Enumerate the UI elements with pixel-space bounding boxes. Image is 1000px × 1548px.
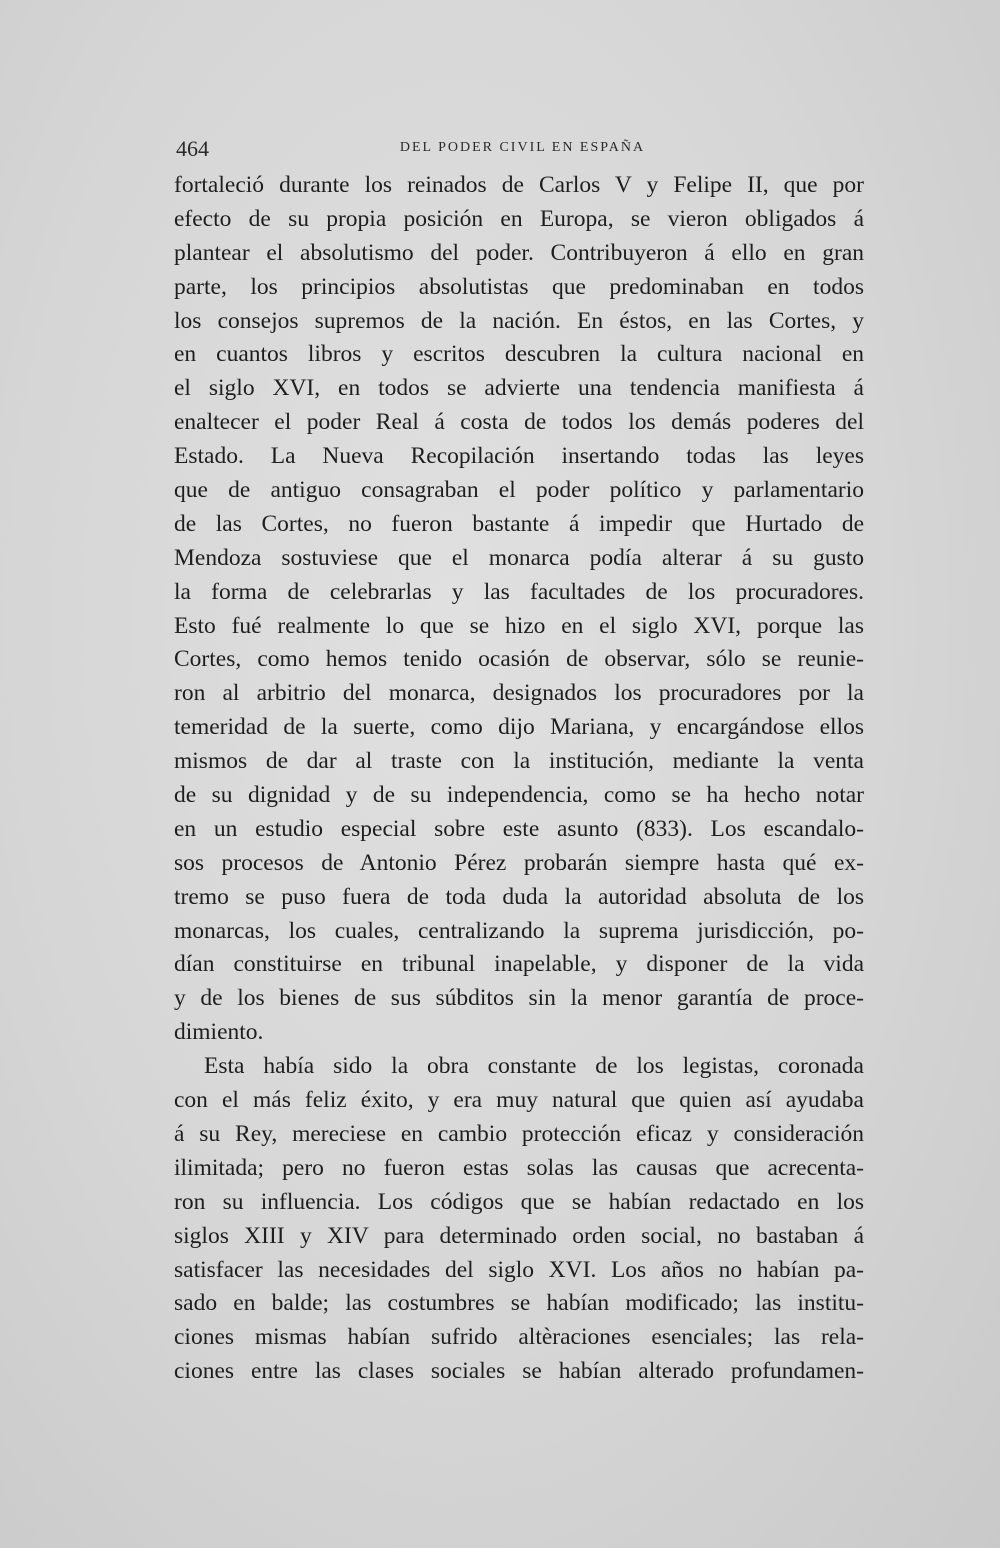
text-line: enaltecer el poder Real á costa de todos los demás poderes del (174, 409, 864, 436)
text-line: plantear el absolutismo del poder. Contribuyeron á ello en gran (174, 239, 864, 266)
body-text (174, 169, 864, 1389)
running-head (176, 136, 855, 161)
text-line: temeridad de la suerte, como dijo Mariana, y encargándose ellos (174, 714, 864, 741)
text-line: fortaleció durante los reinados de Carlos V y Felipe II, que por (174, 172, 864, 198)
text-line: sado en balde; las costumbres se habían modificado; las institu- (174, 1290, 864, 1317)
text-line: mismos de dar al traste con la institución, mediante la venta (174, 748, 864, 775)
text-line: parte, los principios absolutistas que predominaban en todos (174, 273, 864, 300)
text-line: Cortes, como hemos tenido ocasión de observar, sólo se reunie- (174, 646, 864, 673)
page-number: 464 (176, 136, 209, 161)
text-line: Estado. La Nueva Recopilación insertando todas las leyes (174, 443, 864, 470)
text-line: sos procesos de Antonio Pérez probarán siempre hasta qué ex- (174, 849, 864, 876)
text-line: y de los bienes de sus súbditos sin la menor garantía de proce- (174, 985, 864, 1012)
text-line: ilimitada; pero no fueron estas solas las causas que acrecenta- (174, 1154, 864, 1181)
text-line: Esto fué realmente lo que se hizo en el siglo XVI, porque las (174, 612, 864, 639)
text-line: dían constituirse en tribunal inapelable, y disponer de la vida (174, 951, 864, 978)
text-line: la forma de celebrarlas y las facultades de los procuradores. (174, 578, 864, 605)
text-line: ron su influencia. Los códigos que se habían redactado en los (174, 1188, 864, 1215)
text-line: con el más feliz éxito, y era muy natural que quien así ayudaba (174, 1087, 864, 1114)
text-line: ciones entre las clases sociales se habían alterado profundamen- (174, 1358, 864, 1385)
text-line: en un estudio especial sobre este asunto (833). Los escandalo- (174, 815, 864, 842)
text-line: los consejos supremos de la nación. En éstos, en las Cortes, y (174, 307, 864, 334)
text-line: de las Cortes, no fueron bastante á impedir que Hurtado de (174, 510, 864, 537)
text-line: en cuantos libros y escritos descubren la cultura nacional en (174, 341, 864, 368)
text-line: Esta había sido la obra constante de los legistas, coronada (204, 1053, 864, 1080)
text-line: monarcas, los cuales, centralizando la suprema jurisdicción, po- (174, 917, 864, 944)
text-line: ron al arbitrio del monarca, designados los procuradores por la (174, 680, 864, 707)
text-line: siglos XIII y XIV para determinado orden social, no bastaban á (174, 1222, 864, 1249)
text-line: efecto de su propia posición en Europa, se vieron obligados á (174, 205, 864, 232)
text-line: tremo se puso fuera de toda duda la autoridad absoluta de los (174, 883, 864, 910)
text-line: el siglo XVI, en todos se advierte una tendencia manifiesta á (174, 375, 864, 402)
text-line: que de antiguo consagraban el poder político y parlamentario (174, 477, 864, 504)
running-title: DEL PODER CIVIL EN ESPAÑA (399, 140, 646, 155)
text-line: á su Rey, mereciese en cambio protección eficaz y consideración (174, 1120, 864, 1147)
text-line: dimiento. (174, 1019, 264, 1046)
text-line: Mendoza sostuviese que el monarca podía alterar á su gusto (174, 544, 864, 571)
text-line: ciones mismas habían sufrido altèraciones esenciales; las rela- (174, 1324, 864, 1351)
text-line: de su dignidad y de su independencia, como se ha hecho notar (174, 782, 864, 809)
text-line: satisfacer las necesidades del siglo XVI. Los años no habían pa- (174, 1256, 864, 1283)
paragraph-container (174, 169, 864, 1389)
